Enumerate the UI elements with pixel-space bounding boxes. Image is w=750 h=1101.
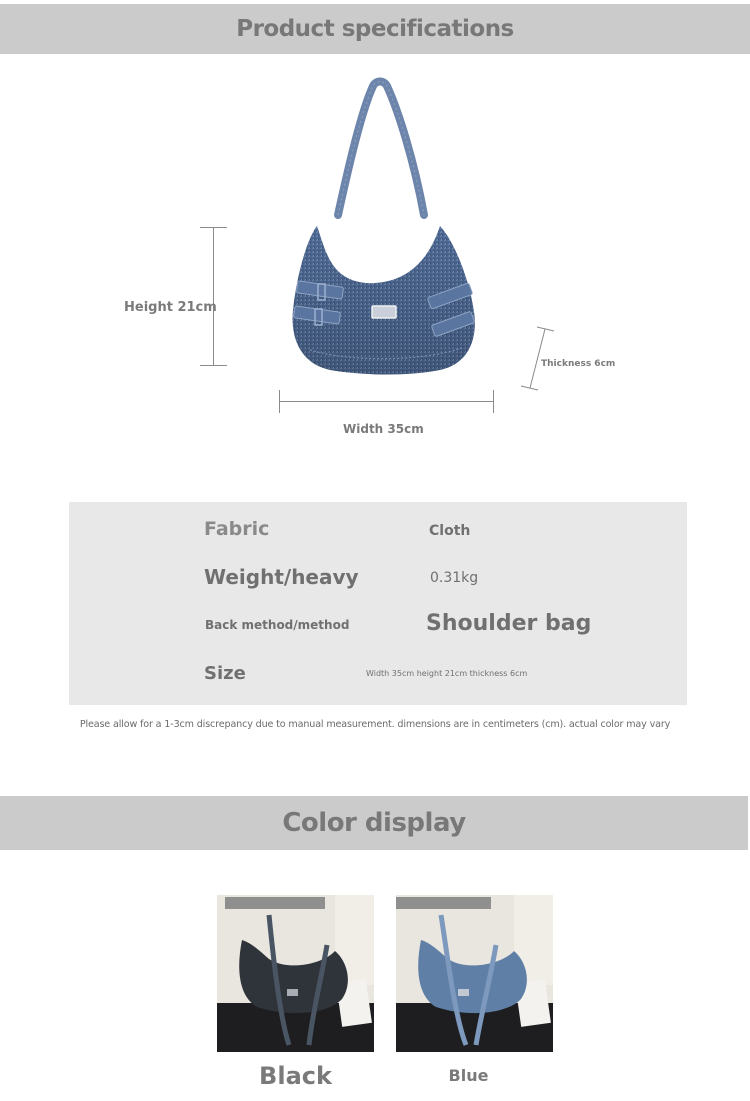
dimension-diagram xyxy=(0,54,750,474)
measurement-disclaimer: Please allow for a 1-3cm discrepancy due to manual measurement. dimensions are in centimeters (cm). actual color may vary xyxy=(79,719,671,730)
spec-label-fabric: Fabric xyxy=(204,518,270,540)
width-label: Width 35cm xyxy=(343,422,424,436)
width-tick-left xyxy=(279,390,280,413)
height-tick-bottom xyxy=(200,365,227,366)
spec-label-back-method: Back method/method xyxy=(205,618,350,632)
color-label-blue: Blue xyxy=(448,1066,489,1085)
width-dimension-line xyxy=(279,401,494,402)
spec-value-weight: 0.31kg xyxy=(430,570,479,586)
black-bag-photo xyxy=(217,895,374,1052)
spec-value-fabric: Cloth xyxy=(429,523,471,539)
color-option-black[interactable] xyxy=(217,895,374,1052)
section-title: Product specifications xyxy=(236,16,514,42)
height-label: Height 21cm xyxy=(124,300,217,315)
thickness-label: Thickness 6cm xyxy=(541,359,616,369)
color-label-black: Black xyxy=(259,1062,332,1090)
blue-bag-photo xyxy=(396,895,553,1052)
color-option-blue[interactable] xyxy=(396,895,553,1052)
section-header-color-display xyxy=(0,796,748,850)
spec-table xyxy=(69,502,687,705)
product-bag-image xyxy=(0,54,750,474)
spec-value-size: Width 35cm height 21cm thickness 6cm xyxy=(366,669,528,678)
spec-label-weight: Weight/heavy xyxy=(204,565,359,589)
spec-value-back-method: Shoulder bag xyxy=(426,611,592,636)
section-header-specifications xyxy=(0,4,750,54)
spec-label-size: Size xyxy=(204,663,246,684)
section-title: Color display xyxy=(282,808,466,838)
width-tick-right xyxy=(493,390,494,413)
height-dimension-line xyxy=(213,227,214,366)
height-tick-top xyxy=(200,227,227,228)
